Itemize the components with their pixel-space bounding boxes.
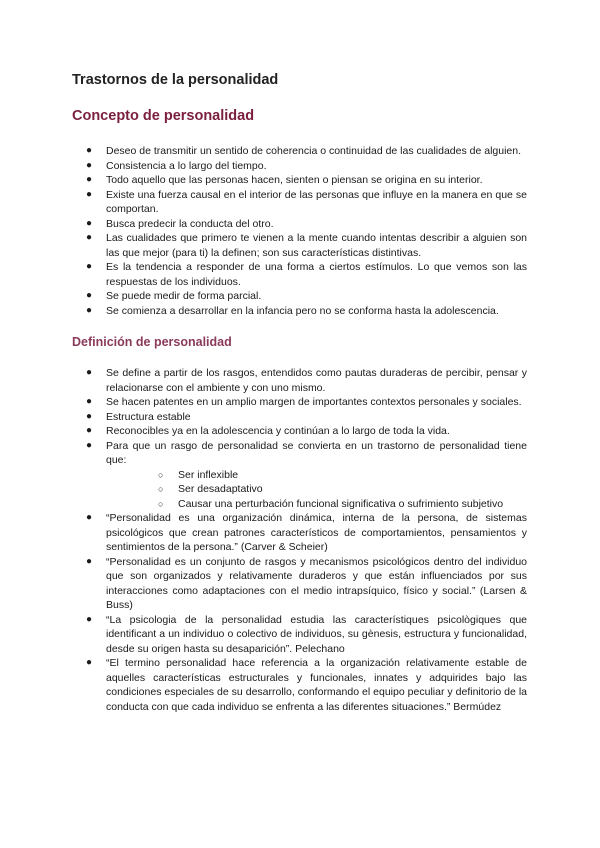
circle-bullet-icon: ○ — [158, 484, 164, 494]
bullet-icon: ● — [86, 396, 93, 407]
document-title: Trastornos de la personalidad — [72, 72, 279, 88]
document-page — [72, 66, 527, 714]
list-item: ● Se puede medir de forma parcial. — [86, 290, 262, 302]
list-item: ● Reconocibles ya en la adolescencia y continúan a lo largo de toda la vida. — [86, 425, 450, 437]
sub-list-item: ○ Causar una perturbación funcional significativa o sufrimiento subjetivo — [158, 497, 504, 510]
bullet-icon: ● — [86, 217, 93, 229]
sub-list — [106, 468, 527, 512]
circle-bullet-icon: ○ — [158, 498, 164, 509]
bullet-icon: ● — [86, 425, 93, 436]
quote-item: ● “Personalidad es un conjunto de rasgos y mecanismos psicológicos dentro del individuo que son organizados y relativamente duraderos y que están influenciados por sus interacciones como adaptaciones con el medio intrapsíquico, físico y social.” (Larsen & Buss) — [86, 555, 527, 611]
bullet-icon: ● — [86, 512, 93, 523]
bullet-icon: ● — [86, 159, 93, 171]
bullet-icon: ● — [86, 367, 93, 378]
section-heading-concepto: Concepto de personalidad — [72, 108, 255, 124]
list-item: ● Se define a partir de los rasgos, entendidos como pautas duraderas de percibir, pensar y relacionarse con el ambiente y con uno mismo. — [86, 367, 527, 394]
quote-item: ● “Personalidad es una organización dinámica, interna de la persona, de sistemas psicológicos que crean patrones característicos de comportamientos, pensamientos y sentimientos de la persona.” (Carver & Scheier) — [86, 512, 527, 553]
list-item: ● Es la tendencia a responder de una forma a ciertos estímulos. Lo que vemos son las respuestas de los individuos. — [86, 261, 527, 288]
concepto-list — [72, 144, 527, 318]
list-item: ● Para que un rasgo de personalidad se convierta en un trastorno de personalidad tiene que: ○ Ser inflexible ○ Ser desadaptativo ○ Causar una perturbación funcional significativa o sufrimiento subjetivo — [86, 439, 527, 510]
definicion-list — [72, 366, 527, 714]
bullet-icon: ● — [86, 261, 93, 272]
list-item: ● Estructura estable — [86, 410, 191, 423]
bullet-icon: ● — [86, 290, 93, 301]
list-item: ● Existe una fuerza causal en el interior de las personas que influye en la manera en que se comportan. — [86, 188, 527, 215]
bullet-icon: ● — [86, 613, 93, 625]
bullet-icon: ● — [86, 410, 93, 422]
list-item: ● Deseo de transmitir un sentido de coherencia o continuidad de las cualidades de alguien. — [86, 145, 522, 157]
list-item: ● Busca predecir la conducta del otro. — [86, 217, 274, 230]
list-item: ● Se hacen patentes en un amplio margen de importantes contextos personales y sociales. — [86, 396, 522, 408]
bullet-icon: ● — [86, 555, 93, 567]
sub-list-item: ○ Ser desadaptativo — [158, 483, 263, 495]
bullet-icon: ● — [86, 232, 93, 243]
bullet-icon: ● — [86, 188, 93, 200]
list-item: ● Consistencia a lo largo del tiempo. — [86, 159, 267, 172]
bullet-icon: ● — [86, 145, 93, 156]
quote-item: ● “La psicologia de la personalidad estudia las característiques psicològiques que identificant a un individuo o colectivo de individuos, su gènesis, estructura y funcionalidad, desde su origen hasta su desaparición”. Pelechano — [86, 613, 527, 655]
bullet-icon: ● — [86, 439, 93, 451]
bullet-icon: ● — [86, 657, 93, 668]
list-item: ● Se comienza a desarrollar en la infancia pero no se conforma hasta la adolescencia. — [86, 304, 499, 317]
circle-bullet-icon: ○ — [158, 469, 164, 480]
list-item: ● Las cualidades que primero te vienen a la mente cuando intentas describir a alguien son las que mejor (para ti) la definen; son sus características distintivas. — [86, 232, 527, 259]
list-item: ● Todo aquello que las personas hacen, sienten o piensan se origina en su interior. — [86, 174, 483, 186]
bullet-icon: ● — [86, 174, 93, 185]
quote-item: ● “El termino personalidad hace referencia a la organización relativamente estable de aquelles características estructurales y funcionales, innates y adquirides bajo las condiciones especiales de su desarrollo, conformando el equipo peculiar y definitorio de la conducta con que cada individuo se enfrenta a las diferentes situaciones.” Bermúdez — [86, 657, 527, 713]
bullet-icon: ● — [86, 304, 93, 316]
section-heading-definicion: Definición de personalidad — [72, 335, 232, 349]
sub-list-item: ○ Ser inflexible — [158, 468, 239, 481]
